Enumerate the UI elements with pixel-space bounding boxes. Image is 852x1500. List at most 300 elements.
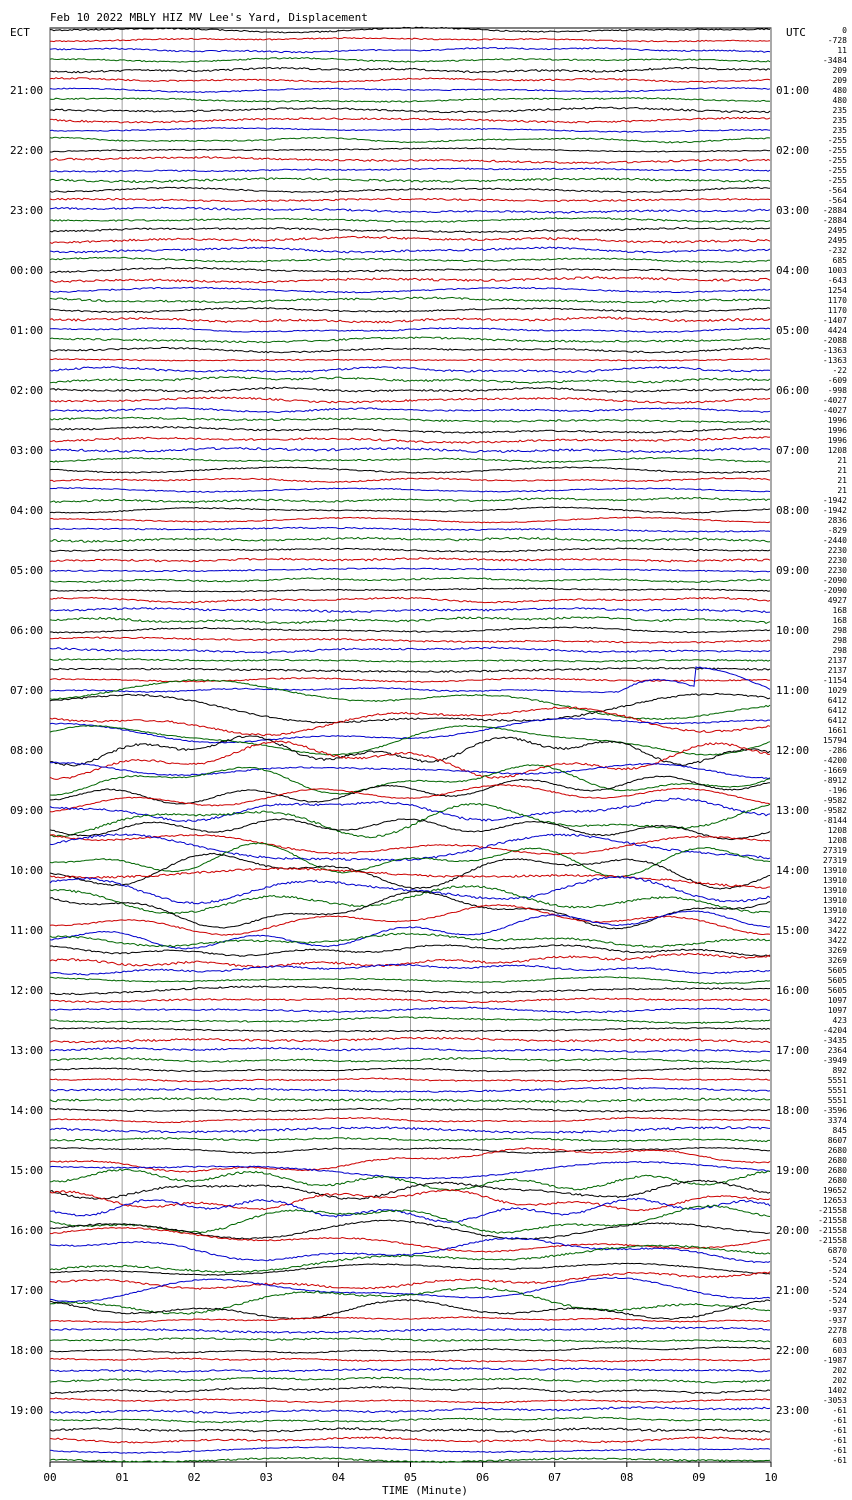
- trace-offset-label: -564: [827, 186, 847, 195]
- trace-offset-label: -255: [827, 156, 847, 165]
- seismic-trace: [50, 819, 770, 840]
- trace-offset-label: -1942: [822, 506, 847, 515]
- seismic-trace: [50, 558, 770, 562]
- trace-offset-label: 1996: [827, 436, 847, 445]
- right-hour-label: 21:00: [776, 1284, 810, 1297]
- seismic-trace: [50, 627, 770, 633]
- seismic-trace: [50, 58, 770, 63]
- trace-offset-label: -937: [827, 1316, 847, 1325]
- seismic-trace: [50, 1037, 770, 1042]
- trace-offset-label: 1208: [827, 826, 847, 835]
- left-hour-label: 05:00: [10, 564, 44, 577]
- seismic-trace: [50, 148, 770, 152]
- seismic-trace: [50, 408, 770, 413]
- seismic-trace: [50, 198, 770, 202]
- seismic-trace: [50, 507, 770, 513]
- right-hour-label: 01:00: [776, 84, 810, 97]
- trace-offset-label: 1996: [827, 426, 847, 435]
- seismic-trace: [50, 78, 770, 83]
- seismic-trace: [50, 268, 770, 273]
- trace-offset-label: 21: [837, 476, 847, 485]
- trace-offset-label: -728: [827, 36, 847, 45]
- right-hour-label: 20:00: [776, 1224, 810, 1237]
- trace-offset-label: -61: [832, 1426, 847, 1435]
- seismic-trace: [50, 427, 770, 434]
- right-hour-label: 10:00: [776, 624, 810, 637]
- seismic-trace: [50, 317, 770, 323]
- trace-offset-label: -609: [827, 376, 847, 385]
- trace-offset-label: -1363: [822, 356, 847, 365]
- trace-offset-label: -829: [827, 526, 847, 535]
- trace-offset-label: -61: [832, 1416, 847, 1425]
- seismic-trace: [50, 886, 770, 914]
- trace-offset-label: 19652: [822, 1186, 847, 1195]
- trace-offset-label: 5605: [827, 976, 847, 985]
- trace-offset-label: -3596: [822, 1106, 847, 1115]
- seismic-trace: [50, 1238, 770, 1263]
- seismic-trace: [50, 868, 770, 889]
- trace-offset-label: 15794: [822, 736, 847, 745]
- trace-offset-label: 3422: [827, 936, 847, 945]
- x-tick-label: 09: [692, 1471, 706, 1484]
- left-hour-label: 13:00: [10, 1044, 44, 1057]
- seismic-trace: [50, 1098, 770, 1103]
- seismic-trace: [50, 568, 770, 572]
- x-tick-label: 10: [764, 1471, 778, 1484]
- trace-offset-label: -524: [827, 1286, 847, 1295]
- trace-offset-label: -3435: [822, 1036, 847, 1045]
- trace-offset-label: 2230: [827, 556, 847, 565]
- trace-offset-label: 4424: [827, 326, 847, 335]
- seismic-trace: [50, 1417, 770, 1423]
- trace-offset-label: -524: [827, 1256, 847, 1265]
- trace-offset-label: 2230: [827, 546, 847, 555]
- trace-offset-column: [818, 26, 847, 1465]
- seismic-trace: [50, 1161, 770, 1179]
- right-hour-label: 02:00: [776, 144, 810, 157]
- trace-offset-label: 235: [832, 106, 847, 115]
- trace-offset-label: -564: [827, 196, 847, 205]
- seismic-trace: [50, 277, 770, 283]
- trace-offset-label: 6870: [827, 1246, 847, 1255]
- trace-offset-label: -4200: [822, 756, 847, 765]
- seismic-trace: [50, 157, 770, 164]
- left-hour-label: 10:00: [10, 864, 44, 877]
- seismic-trace: [50, 804, 770, 838]
- seismic-trace: [50, 1088, 770, 1093]
- seismic-trace: [50, 236, 770, 243]
- trace-offset-label: -61: [832, 1406, 847, 1415]
- trace-offset-label: 2137: [827, 666, 847, 675]
- trace-offset-label: -9582: [822, 806, 847, 815]
- trace-offset-label: -232: [827, 246, 847, 255]
- seismic-trace: [50, 359, 770, 361]
- seismic-trace: [50, 1198, 770, 1222]
- seismic-trace: [50, 1347, 770, 1353]
- trace-offset-label: 480: [832, 96, 847, 105]
- trace-offset-label: 13910: [822, 896, 847, 905]
- trace-offset-label: 202: [832, 1376, 847, 1385]
- trace-offset-label: 845: [832, 1126, 847, 1135]
- trace-offset-label: 168: [832, 606, 847, 615]
- trace-offset-label: -3484: [822, 56, 847, 65]
- trace-offset-label: -1363: [822, 346, 847, 355]
- trace-offset-label: 6412: [827, 706, 847, 715]
- trace-offset-label: 202: [832, 1366, 847, 1375]
- left-hour-label: 21:00: [10, 84, 44, 97]
- x-axis-ticks: [43, 1462, 777, 1484]
- seismic-trace: [50, 1117, 770, 1122]
- seismic-trace: [50, 1377, 770, 1383]
- trace-offset-label: -4027: [822, 406, 847, 415]
- trace-offset-label: 2680: [827, 1146, 847, 1155]
- seismic-trace: [50, 287, 770, 293]
- seismic-trace: [50, 1180, 770, 1199]
- seismic-trace: [50, 328, 770, 333]
- trace-offset-label: -21558: [818, 1216, 847, 1225]
- seismic-trace: [50, 367, 770, 373]
- left-hour-label: 08:00: [10, 744, 44, 757]
- trace-offset-label: 2137: [827, 656, 847, 665]
- trace-offset-label: -1942: [822, 496, 847, 505]
- trace-offset-label: -2088: [822, 336, 847, 345]
- right-hour-label: 05:00: [776, 324, 810, 337]
- trace-offset-label: 1097: [827, 996, 847, 1005]
- seismic-trace: [50, 527, 770, 532]
- right-hour-label: 03:00: [776, 204, 810, 217]
- left-zone-label: ECT: [10, 26, 30, 39]
- seismic-trace: [50, 637, 770, 643]
- trace-offset-label: -2090: [822, 576, 847, 585]
- left-hour-label: 11:00: [10, 924, 44, 937]
- trace-offset-label: -2884: [822, 216, 847, 225]
- seismic-trace: [50, 88, 770, 93]
- seismic-trace: [50, 693, 770, 722]
- trace-offset-label: 3269: [827, 946, 847, 955]
- trace-offset-label: -1407: [822, 316, 847, 325]
- seismic-trace: [50, 1138, 770, 1142]
- trace-offset-label: -524: [827, 1296, 847, 1305]
- right-hour-label: 04:00: [776, 264, 810, 277]
- seismic-trace: [50, 977, 770, 984]
- left-hour-label: 06:00: [10, 624, 44, 637]
- seismic-trace: [50, 417, 770, 422]
- trace-offset-label: 11: [837, 46, 847, 55]
- seismic-trace: [50, 308, 770, 313]
- seismic-trace: [50, 905, 770, 936]
- x-tick-label: 08: [620, 1471, 634, 1484]
- trace-offset-label: 3422: [827, 926, 847, 935]
- trace-offset-label: 13910: [822, 886, 847, 895]
- left-hour-label: 15:00: [10, 1164, 44, 1177]
- seismic-trace: [50, 437, 770, 444]
- seismic-trace: [50, 517, 770, 523]
- trace-offset-label: -2884: [822, 206, 847, 215]
- right-zone-label: UTC: [786, 26, 806, 39]
- seismic-trace: [50, 986, 770, 995]
- seismic-trace: [50, 1068, 770, 1072]
- seismic-trace: [50, 1007, 770, 1013]
- x-tick-label: 02: [187, 1471, 201, 1484]
- seismic-trace: [50, 1300, 770, 1320]
- trace-offset-label: 480: [832, 86, 847, 95]
- seismic-trace: [50, 659, 770, 662]
- right-hour-label: 06:00: [776, 384, 810, 397]
- seismic-trace: [50, 397, 770, 403]
- trace-offset-label: -21558: [818, 1226, 847, 1235]
- trace-offset-label: 685: [832, 256, 847, 265]
- right-hour-label: 17:00: [776, 1044, 810, 1057]
- seismic-trace: [50, 1127, 770, 1133]
- seismic-trace: [50, 67, 770, 72]
- right-hour-label: 07:00: [776, 444, 810, 457]
- trace-offset-label: -255: [827, 146, 847, 155]
- trace-offset-label: 2680: [827, 1176, 847, 1185]
- trace-offset-label: 13910: [822, 866, 847, 875]
- x-axis-label: TIME (Minute): [381, 1484, 469, 1497]
- seismic-trace: [50, 387, 770, 392]
- seismic-trace: [50, 617, 770, 624]
- trace-offset-label: 168: [832, 616, 847, 625]
- seismic-trace: [50, 608, 770, 613]
- seismic-trace: [50, 876, 770, 904]
- seismic-trace: [50, 726, 770, 756]
- x-tick-label: 06: [475, 1471, 490, 1484]
- seismic-trace: [50, 798, 770, 822]
- left-hour-label: 03:00: [10, 444, 44, 457]
- trace-offset-label: -998: [827, 386, 847, 395]
- seismic-trace: [50, 1028, 770, 1032]
- seismic-trace: [50, 741, 770, 780]
- seismic-trace: [50, 467, 770, 473]
- seismic-trace: [50, 1398, 770, 1403]
- trace-offset-label: 1003: [827, 266, 847, 275]
- trace-offset-label: -524: [827, 1266, 847, 1275]
- left-hour-label: 02:00: [10, 384, 44, 397]
- trace-offset-label: 2495: [827, 226, 847, 235]
- trace-offset-label: -1987: [822, 1356, 847, 1365]
- x-tick-label: 05: [403, 1471, 418, 1484]
- seismic-trace: [50, 337, 770, 343]
- trace-offset-label: 2495: [827, 236, 847, 245]
- left-hour-label: 07:00: [10, 684, 44, 697]
- left-hour-label: 23:00: [10, 204, 44, 217]
- right-hour-label: 08:00: [776, 504, 810, 517]
- seismic-trace: [50, 128, 770, 133]
- seismic-trace: [50, 497, 770, 502]
- right-hour-label: 09:00: [776, 564, 810, 577]
- seismic-trace: [50, 668, 770, 673]
- seismic-trace: [50, 377, 770, 384]
- trace-offset-label: -2090: [822, 586, 847, 595]
- seismic-trace: [50, 1108, 770, 1112]
- seismic-trace: [50, 1437, 770, 1443]
- seismic-trace: [50, 1338, 770, 1343]
- trace-offset-label: 5551: [827, 1096, 847, 1105]
- right-hour-label: 12:00: [776, 744, 810, 757]
- trace-offset-label: -524: [827, 1276, 847, 1285]
- right-hour-label: 19:00: [776, 1164, 810, 1177]
- trace-offset-label: -8912: [822, 776, 847, 785]
- seismic-trace: [50, 1287, 770, 1314]
- seismic-trace: [50, 98, 770, 103]
- trace-offset-label: 1170: [827, 306, 847, 315]
- trace-offset-label: 423: [832, 1016, 847, 1025]
- trace-offset-label: -4204: [822, 1026, 847, 1035]
- trace-offset-label: 2680: [827, 1156, 847, 1165]
- seismic-trace: [50, 447, 770, 452]
- left-hour-label: 04:00: [10, 504, 44, 517]
- seismic-trace: [50, 168, 770, 172]
- trace-offset-label: 6412: [827, 696, 847, 705]
- trace-offset-label: 1661: [827, 726, 847, 735]
- seismic-trace: [50, 458, 770, 463]
- seismic-trace: [50, 933, 770, 947]
- seismic-trace: [50, 137, 770, 143]
- trace-offset-label: -9582: [822, 796, 847, 805]
- right-hour-axis: [776, 84, 809, 1417]
- trace-offset-label: 209: [832, 76, 847, 85]
- trace-offset-label: 2836: [827, 516, 847, 525]
- trace-offset-label: 0: [842, 26, 847, 35]
- seismic-trace: [50, 1358, 770, 1362]
- seismic-trace: [50, 1205, 770, 1233]
- seismic-trace: [50, 1148, 770, 1172]
- trace-offset-label: 21: [837, 466, 847, 475]
- trace-offset-label: -643: [827, 276, 847, 285]
- seismic-trace: [50, 1447, 770, 1453]
- seismic-trace: [50, 107, 770, 112]
- seismic-trace: [50, 667, 770, 693]
- trace-offset-label: -61: [832, 1436, 847, 1445]
- trace-offset-label: 298: [832, 646, 847, 655]
- seismic-trace: [50, 178, 770, 183]
- seismic-trace: [50, 257, 770, 262]
- left-hour-label: 19:00: [10, 1404, 44, 1417]
- seismic-trace: [50, 48, 770, 53]
- seismic-trace: [50, 537, 770, 542]
- trace-offset-label: 3374: [827, 1116, 847, 1125]
- seismic-trace: [50, 218, 770, 223]
- seismic-trace: [50, 1368, 770, 1373]
- trace-offset-label: 603: [832, 1336, 847, 1345]
- right-hour-label: 16:00: [776, 984, 810, 997]
- trace-offset-label: 27319: [822, 846, 847, 855]
- left-hour-label: 22:00: [10, 144, 44, 157]
- trace-offset-label: 1097: [827, 1006, 847, 1015]
- trace-offset-label: -255: [827, 176, 847, 185]
- seismic-trace: [50, 1078, 770, 1082]
- trace-offset-label: -937: [827, 1306, 847, 1315]
- trace-offset-label: -22: [832, 366, 847, 375]
- trace-offset-label: 27319: [822, 856, 847, 865]
- seismic-trace: [50, 1428, 770, 1433]
- left-hour-axis: [10, 84, 43, 1417]
- trace-offset-label: 298: [832, 626, 847, 635]
- trace-offset-label: 2278: [827, 1326, 847, 1335]
- trace-offset-label: 1996: [827, 416, 847, 425]
- right-hour-label: 23:00: [776, 1404, 810, 1417]
- seismic-trace: [50, 478, 770, 483]
- seismic-trace: [50, 964, 770, 975]
- left-hour-label: 14:00: [10, 1104, 44, 1117]
- seismic-trace: [50, 647, 770, 653]
- seismic-trace: [50, 1058, 770, 1063]
- trace-offset-label: 3422: [827, 916, 847, 925]
- trace-offset-label: -3053: [822, 1396, 847, 1405]
- trace-offset-label: -21558: [818, 1206, 847, 1215]
- trace-offset-label: 3269: [827, 956, 847, 965]
- x-tick-label: 03: [259, 1471, 273, 1484]
- trace-offset-label: 2680: [827, 1166, 847, 1175]
- seismic-trace: [50, 578, 770, 583]
- seismic-trace: [50, 207, 770, 213]
- trace-offset-label: 209: [832, 66, 847, 75]
- chart-title: Feb 10 2022 MBLY HIZ MV Lee's Yard, Displacement: [50, 11, 368, 24]
- trace-offset-label: 2230: [827, 566, 847, 575]
- left-hour-label: 16:00: [10, 1224, 44, 1237]
- trace-offset-label: -61: [832, 1456, 847, 1465]
- seismic-trace: [50, 548, 770, 552]
- seismic-trace: [50, 38, 770, 42]
- trace-offset-label: -1669: [822, 766, 847, 775]
- trace-offset-label: -286: [827, 746, 847, 755]
- trace-offset-label: -8144: [822, 816, 847, 825]
- trace-offset-label: 12653: [822, 1196, 847, 1205]
- trace-offset-label: 13910: [822, 876, 847, 885]
- trace-offset-label: -1154: [822, 676, 847, 685]
- x-tick-label: 00: [43, 1471, 57, 1484]
- trace-offset-label: -21558: [818, 1236, 847, 1245]
- seismic-trace: [50, 1407, 770, 1414]
- trace-area: [50, 27, 770, 1463]
- trace-offset-label: -4027: [822, 396, 847, 405]
- left-hour-label: 18:00: [10, 1344, 44, 1357]
- trace-offset-label: 5551: [827, 1076, 847, 1085]
- trace-offset-label: 1208: [827, 836, 847, 845]
- seismic-trace: [50, 998, 770, 1003]
- seismic-trace: [50, 347, 770, 352]
- left-hour-label: 17:00: [10, 1284, 44, 1297]
- right-hour-label: 11:00: [776, 684, 810, 697]
- seismic-trace: [50, 1245, 770, 1273]
- x-tick-label: 01: [115, 1471, 129, 1484]
- right-hour-label: 15:00: [776, 924, 810, 937]
- trace-offset-label: 2364: [827, 1046, 847, 1055]
- trace-offset-label: -3949: [822, 1056, 847, 1065]
- seismic-trace: [50, 297, 770, 303]
- seismic-trace: [50, 1048, 770, 1053]
- left-hour-label: 12:00: [10, 984, 44, 997]
- seismic-trace: [50, 588, 770, 592]
- seismic-trace: [50, 953, 770, 967]
- trace-offset-label: 21: [837, 456, 847, 465]
- trace-offset-label: 6412: [827, 716, 847, 725]
- trace-offset-label: 5605: [827, 986, 847, 995]
- seismic-trace: [50, 1277, 770, 1302]
- seismic-trace: [50, 187, 770, 192]
- seismic-trace: [50, 247, 770, 253]
- trace-offset-label: 5551: [827, 1086, 847, 1095]
- trace-offset-label: -2440: [822, 536, 847, 545]
- trace-offset-label: 235: [832, 116, 847, 125]
- right-hour-label: 22:00: [776, 1344, 810, 1357]
- trace-offset-label: 8607: [827, 1136, 847, 1145]
- right-hour-label: 13:00: [776, 804, 810, 817]
- trace-offset-label: 1029: [827, 686, 847, 695]
- trace-offset-label: 892: [832, 1066, 847, 1075]
- trace-offset-label: -255: [827, 166, 847, 175]
